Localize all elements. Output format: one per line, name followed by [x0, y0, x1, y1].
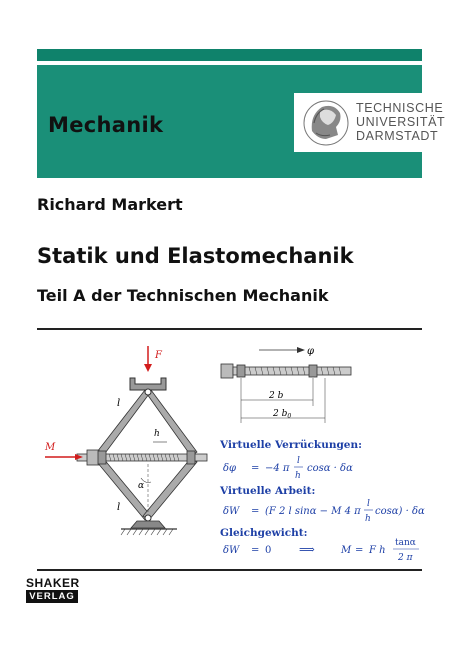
eq2-rhs-a: (F 2 l sinα − M 4 π — [265, 506, 361, 517]
label-l-bottom: l — [117, 502, 121, 513]
heading-equilibrium: Gleichgewicht: — [220, 527, 308, 539]
base-plate — [131, 521, 165, 528]
book-subtitle: Teil A der Technischen Mechanik — [37, 286, 329, 305]
eq1-rhs-a: −4 π — [265, 463, 290, 474]
eq2-frac-num: l — [367, 499, 370, 509]
lower-right-arm — [143, 458, 197, 520]
eq1-rhs-b: cosα · δα — [307, 463, 353, 474]
ground-hatch — [121, 529, 173, 535]
publisher-line-2: VERLAG — [26, 590, 78, 603]
scissor-jack-diagram — [37, 338, 427, 568]
force-arrowhead — [144, 364, 152, 372]
label-F: F — [155, 350, 162, 361]
eq3-zero: 0 — [265, 545, 272, 556]
label-2b: 2 b — [269, 391, 284, 401]
eq3-frac-den: 2 π — [398, 553, 413, 563]
label-alpha: α — [138, 481, 145, 491]
label-h: h — [154, 429, 160, 439]
eq1-lhs: δφ — [223, 463, 237, 474]
university-line-3: DARMSTADT — [356, 129, 439, 143]
eq1-eq: = — [251, 463, 260, 474]
label-l-top: l — [117, 398, 121, 409]
eq2-eq: = — [251, 506, 260, 517]
author-name: Richard Markert — [37, 195, 183, 214]
eq3-M: M — [341, 545, 352, 556]
detail-block-left — [237, 365, 245, 377]
top-divider — [37, 328, 422, 330]
spindle-nut-left — [87, 450, 99, 465]
upper-right-arm — [147, 390, 197, 456]
eq2-rhs-b: cosα) · δα — [375, 506, 425, 517]
upper-left-arm — [97, 390, 149, 456]
right-hinge-block — [187, 451, 195, 464]
eq3-rhs: F h — [369, 545, 386, 556]
book-title: Statik und Elastomechanik — [37, 244, 354, 268]
publisher-logo — [26, 576, 80, 610]
eq3-eq2: = — [355, 545, 364, 556]
eq3-implies: ⟹ — [299, 543, 315, 556]
eq3-frac-num: tanα — [395, 538, 416, 548]
eq2-lhs: δW — [223, 506, 240, 517]
detail-bolt-head — [221, 364, 233, 378]
athena-seal-icon — [296, 93, 356, 152]
bottom-divider — [37, 569, 422, 571]
eq3-eq: = — [251, 545, 260, 556]
label-2b0: 2 $b_0$ — [273, 409, 292, 420]
cover-figure — [37, 338, 427, 568]
label-M: M — [45, 442, 56, 453]
bottom-joint — [145, 515, 151, 521]
heading-virtual-displacements: Virtuelle Verrückungen: — [220, 439, 362, 451]
heading-virtual-work: Virtuelle Arbeit: — [220, 485, 316, 497]
eq3-lhs: δW — [223, 545, 240, 556]
university-line-2: UNIVERSITÄT — [356, 115, 446, 129]
phi-arrowhead — [297, 347, 305, 353]
university-line-1: TECHNISCHE — [356, 101, 444, 115]
university-name — [356, 101, 445, 143]
eq2-frac-den: h — [365, 514, 371, 524]
top-joint — [145, 389, 151, 395]
left-hinge-block — [98, 451, 106, 464]
series-title: Mechanik — [48, 113, 164, 137]
label-phi: φ — [307, 346, 315, 357]
detail-block-right — [309, 365, 317, 377]
publisher-line-1: SHAKER — [26, 576, 80, 590]
eq1-frac-num: l — [297, 456, 300, 466]
top-cradle — [130, 378, 166, 390]
top-color-bar — [37, 49, 422, 61]
eq1-frac-den: h — [295, 471, 301, 481]
